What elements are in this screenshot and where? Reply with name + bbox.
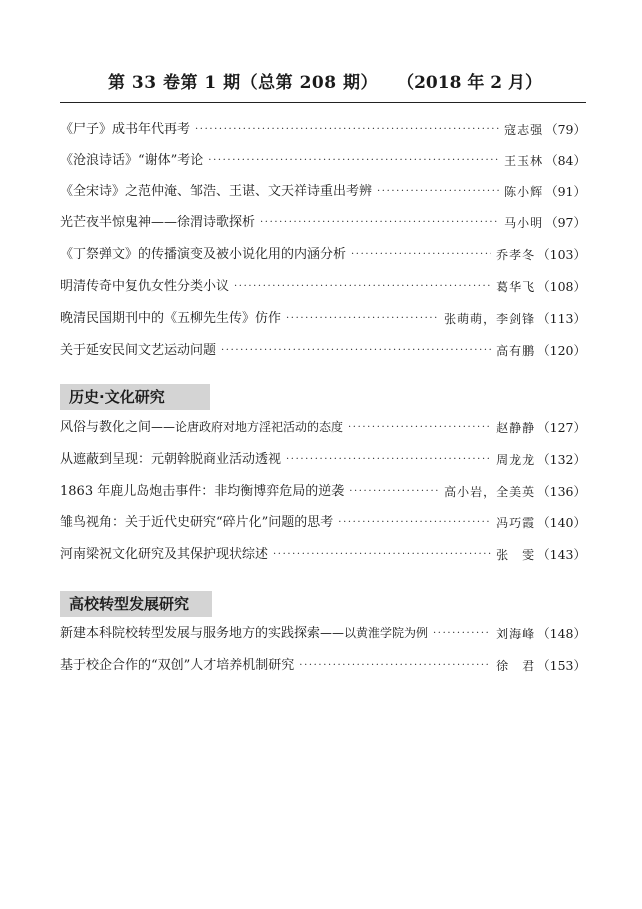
entry-author: 高小岩，全美英 (444, 485, 536, 499)
leader-dots (299, 656, 491, 676)
entry-page: （120） (537, 343, 586, 358)
leader-dots (286, 309, 439, 329)
entry-author: 张萌萌，李剑锋 (444, 312, 536, 326)
toc-entry[interactable] (60, 624, 586, 644)
toc-entry[interactable] (60, 482, 586, 502)
entry-author: 陈小辉 (504, 185, 544, 199)
issue-volume: 第 33 卷第 1 期（总第 208 期） (108, 73, 378, 93)
page-header (60, 64, 586, 103)
toc-entry[interactable] (60, 341, 586, 361)
entry-page: （91） (545, 184, 586, 199)
leader-dots (377, 182, 499, 202)
entry-title: 明清传奇中复仇女性分类小议 (60, 279, 230, 294)
issue-date: （2018 年 2 月） (397, 73, 542, 93)
entry-page: （140） (537, 515, 586, 530)
toc-entry[interactable] (60, 513, 586, 533)
entry-author: 马小明 (504, 216, 544, 230)
toc-entry[interactable] (60, 151, 586, 171)
entry-page: （148） (537, 626, 586, 641)
entry-title: 基于校企合作的“双创”人才培养机制研究 (60, 658, 295, 673)
entry-title: 河南梁祝文化研究及其保护现状综述 (60, 547, 269, 562)
toc-entry[interactable] (60, 309, 586, 329)
entry-title-main: 风俗与教化之间 (60, 420, 152, 435)
section-heading-transformation: 高校转型发展研究 (60, 591, 212, 617)
entry-author: 刘海峰 (496, 627, 536, 641)
entry-title: 《沧浪诗话》“谢体”考论 (60, 153, 204, 168)
entry-page: （132） (537, 452, 586, 467)
entry-author: 乔孝冬 (496, 248, 536, 262)
toc-entry[interactable] (60, 656, 586, 676)
entry-page: （79） (545, 122, 586, 137)
entry-author: 张 雯 (496, 548, 536, 562)
entry-title (60, 623, 428, 644)
entry-page: （113） (537, 311, 586, 326)
entry-author: 高有鹏 (496, 344, 536, 358)
leader-dots (260, 213, 499, 233)
entry-title: 关于延安民间文艺运动问题 (60, 343, 217, 358)
entry-page: （97） (545, 215, 586, 230)
toc-entry[interactable] (60, 182, 586, 202)
entry-title: 《尸子》成书年代再考 (60, 122, 191, 137)
leader-dots (195, 120, 499, 140)
entry-title: 从遮蔽到呈现：元朝斡脱商业活动透视 (60, 452, 282, 467)
toc-entry[interactable] (60, 277, 586, 297)
leader-dots (221, 341, 491, 361)
toc-entry[interactable] (60, 213, 586, 233)
toc-entry[interactable] (60, 245, 586, 265)
entry-title-main: 新建本科院校转型发展与服务地方的实践探索 (60, 626, 321, 641)
entry-page: （153） (537, 658, 586, 673)
leader-dots (351, 245, 491, 265)
leader-dots (348, 418, 491, 438)
leader-dots (273, 545, 491, 565)
entry-page: （108） (537, 279, 586, 294)
entry-author: 周龙龙 (496, 453, 536, 467)
entry-page: （143） (537, 547, 586, 562)
leader-dots (234, 277, 491, 297)
section-heading-history: 历史·文化研究 (60, 384, 210, 410)
leader-dots (208, 151, 499, 171)
toc-entry[interactable] (60, 120, 586, 140)
entry-author: 赵静静 (496, 421, 536, 435)
entry-title: 晚清民国期刊中的《五柳先生传》仿作 (60, 311, 282, 326)
entry-title (60, 417, 343, 438)
entry-author: 徐 君 (496, 659, 536, 673)
toc-entry[interactable] (60, 418, 586, 438)
entry-title: 《丁祭弹文》的传播演变及被小说化用的内涵分析 (60, 247, 347, 262)
entry-page: （136） (537, 484, 586, 499)
entry-page: （84） (545, 153, 586, 168)
leader-dots (349, 482, 439, 502)
entry-author: 王玉林 (504, 154, 544, 168)
entry-author: 葛华飞 (496, 280, 536, 294)
entry-author: 冯巧霞 (496, 516, 536, 530)
entry-page: （127） (537, 420, 586, 435)
leader-dots (338, 513, 491, 533)
entry-title: 1863 年鹿儿岛炮击事件：非均衡博弈危局的逆袭 (60, 484, 345, 499)
entry-subtitle: ——以黄淮学院为例 (320, 626, 429, 640)
entry-page: （103） (537, 247, 586, 262)
entry-title: 雏鸟视角：关于近代史研究“碎片化”问题的思考 (60, 515, 334, 530)
entry-title: 《全宋诗》之范仲淹、邹浩、王谌、文天祥诗重出考辨 (60, 184, 373, 199)
toc-entry[interactable] (60, 545, 586, 565)
toc-entry[interactable] (60, 450, 586, 470)
leader-dots (286, 450, 491, 470)
entry-title: 光芒夜半惊鬼神——徐渭诗歌探析 (60, 215, 256, 230)
leader-dots (433, 624, 491, 644)
entry-subtitle: ——论唐政府对地方淫祀活动的态度 (151, 420, 344, 434)
entry-author: 寇志强 (504, 123, 544, 137)
